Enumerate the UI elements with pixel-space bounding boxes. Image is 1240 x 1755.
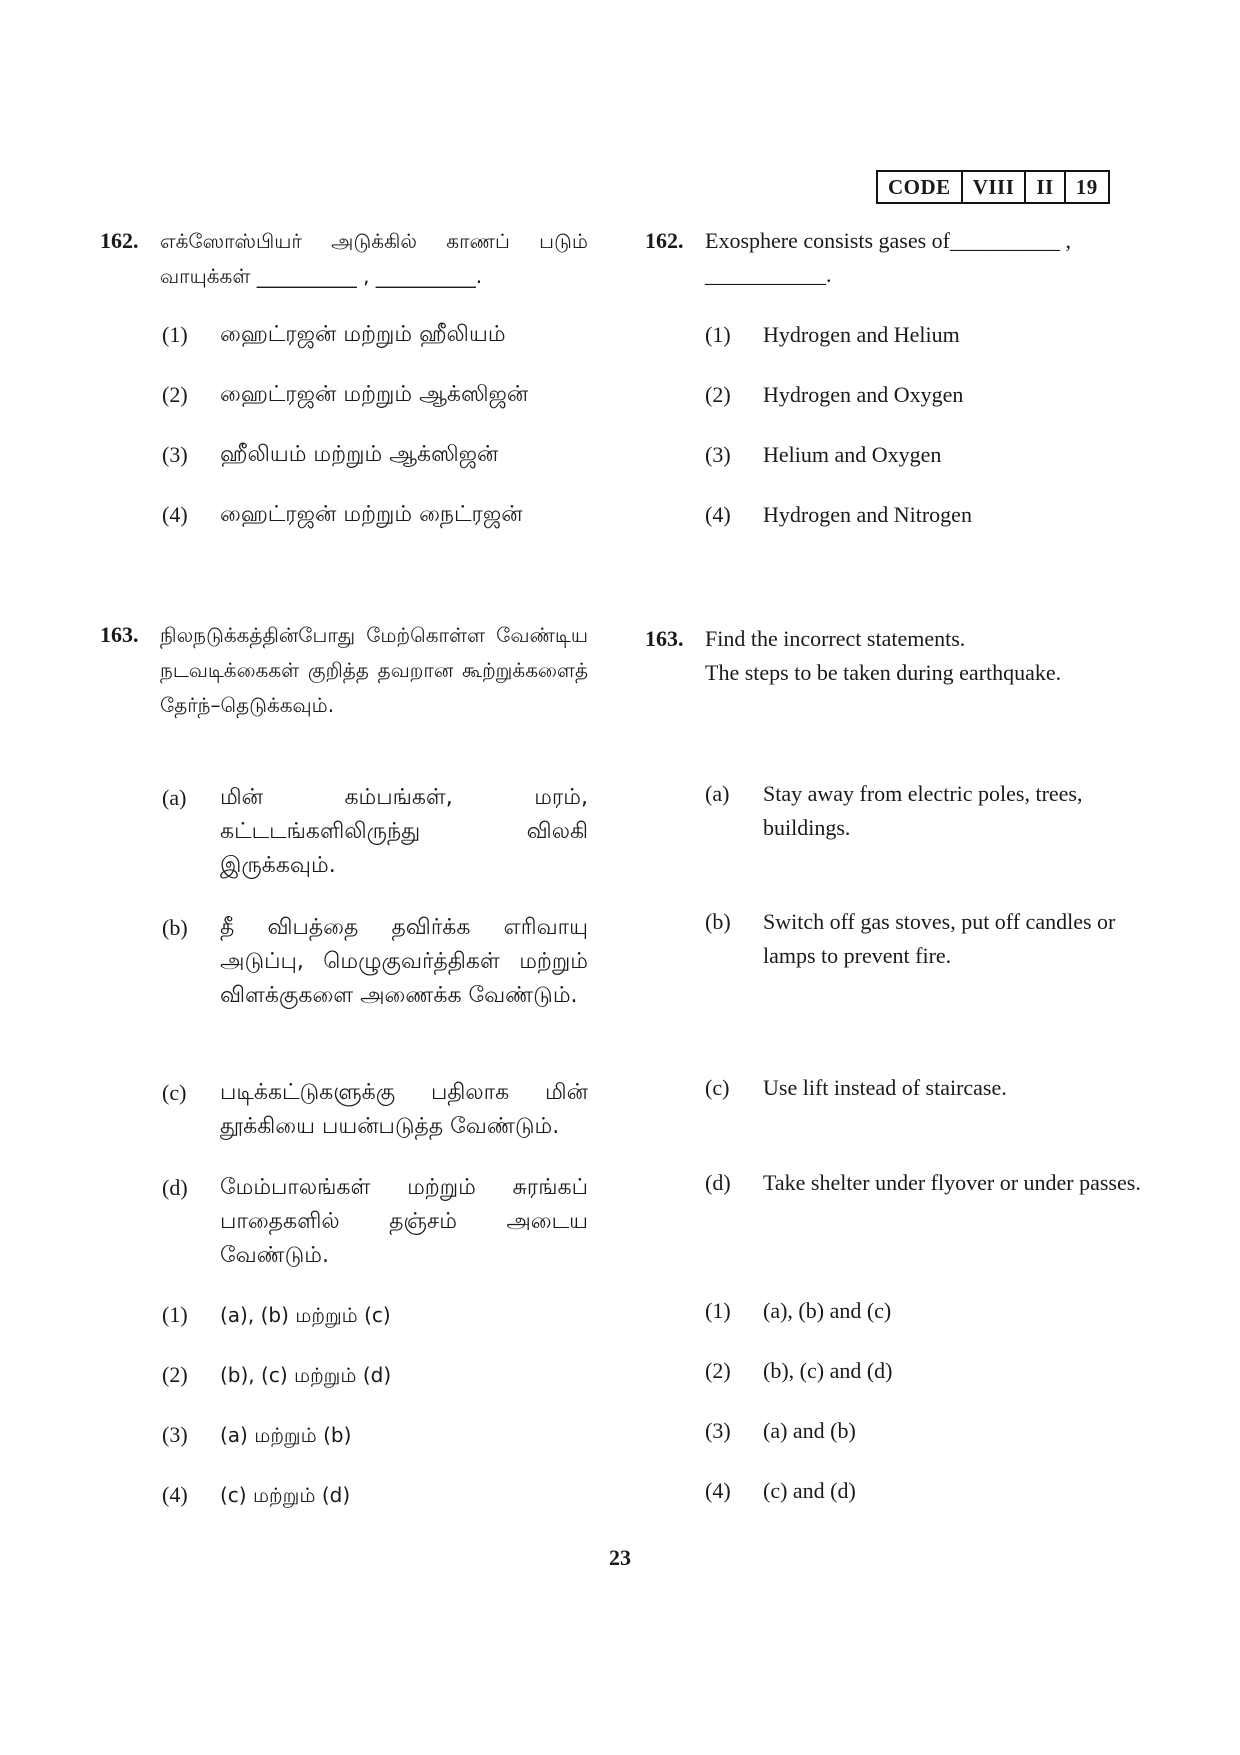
q163-tamil-option-1-text: (a), (b) மற்றும் (c) — [220, 1303, 391, 1327]
q163-tamil-option-4 — [220, 1478, 350, 1513]
q163-english-statement-b: Switch off gas stoves, put off candles or lamps to prevent fire. — [763, 909, 1116, 968]
q163-tamil-statement-a-label: (a) — [162, 785, 187, 810]
q163-english-option-3: (a) and (b) — [763, 1418, 856, 1443]
q163-tamil-option-4-num: (4) — [162, 1482, 188, 1507]
q162-english-option-3-num: (3) — [705, 442, 731, 467]
q162-question-tamil: எக்ஸோஸ்பியர் அடுக்கில் காணப் படும் வாயுக்கள் __________ , __________. — [160, 229, 588, 288]
q163-question-english-line1: Find the incorrect statements. — [705, 626, 966, 651]
q162-english-option-2: Hydrogen and Oxygen — [763, 382, 964, 407]
q163-tamil-option-2-text: (b), (c) மற்றும் (d) — [220, 1363, 392, 1387]
q162-tamil-option-2: ஹைட்ரஜன் மற்றும் ஆக்ஸிஜன் — [220, 382, 529, 407]
q163-english-option-2-num: (2) — [705, 1358, 731, 1383]
code-label: CODE — [878, 172, 963, 202]
q162-tamil-option-4-num: (4) — [162, 502, 188, 527]
q162-english-option-4-num: (4) — [705, 502, 731, 527]
q163-number-tamil: 163. — [100, 622, 139, 647]
q163-tamil-option-3-num: (3) — [162, 1422, 188, 1447]
q163-english-statement-a-label: (a) — [705, 781, 730, 806]
code-number: 19 — [1075, 175, 1098, 199]
q162-tamil-option-1-num: (1) — [162, 322, 188, 347]
q163-english-statement-d: Take shelter under flyover or under passes. — [763, 1170, 1141, 1195]
q163-tamil-option-2 — [220, 1358, 391, 1393]
q163-tamil-statement-b: தீ விபத்தை தவிர்க்க எரிவாயு அடுப்பு, மெழுகுவர்த்திகள் மற்றும் விளக்குகளை அணைக்க வேண்டும். — [220, 915, 588, 1008]
q163-english-option-3-num: (3) — [705, 1418, 731, 1443]
q163-tamil-option-1-num: (1) — [162, 1302, 188, 1327]
code-class: VIII — [963, 172, 1027, 202]
code-box — [876, 170, 1110, 204]
q162-number-english: 162. — [645, 228, 684, 253]
q163-english-statement-b-label: (b) — [705, 909, 731, 934]
q162-question-english-line1: Exosphere consists gases of__________ , — [705, 228, 1072, 253]
q163-english-option-2: (b), (c) and (d) — [763, 1358, 893, 1383]
q163-tamil-option-4-text: (c) மற்றும் (d) — [220, 1483, 351, 1507]
q163-number-english: 163. — [645, 626, 684, 651]
q163-tamil-option-3-text: (a) மற்றும் (b) — [220, 1423, 352, 1447]
q163-english-option-4: (c) and (d) — [763, 1478, 856, 1503]
q162-english-option-2-num: (2) — [705, 382, 731, 407]
q163-tamil-option-3 — [220, 1418, 351, 1453]
page-number: 23 — [609, 1545, 631, 1570]
q163-english-statement-a: Stay away from electric poles, trees, buildings. — [763, 781, 1083, 840]
q163-english-statement-d-label: (d) — [705, 1170, 731, 1195]
q163-tamil-option-1 — [220, 1298, 391, 1333]
q163-tamil-statement-d: மேம்பாலங்கள் மற்றும் சுரங்கப் பாதைகளில் தஞ்சம் அடைய வேண்டும். — [220, 1175, 588, 1268]
q162-english-option-4: Hydrogen and Nitrogen — [763, 502, 972, 527]
q163-tamil-statement-d-label: (d) — [162, 1175, 188, 1200]
q162-english-option-3: Helium and Oxygen — [763, 442, 942, 467]
q163-tamil-option-2-num: (2) — [162, 1362, 188, 1387]
code-part: II — [1026, 172, 1065, 202]
q162-tamil-option-3-num: (3) — [162, 442, 188, 467]
q162-question-english-line2: ___________. — [705, 262, 832, 287]
q163-question-tamil: நிலநடுக்கத்தின்போது மேற்கொள்ள வேண்டிய நடவடிக்கைகள் குறித்த தவறான கூற்றுக்களைத் தேர்ந்–தெடுக்கவும். — [160, 623, 588, 717]
q163-english-statement-c-label: (c) — [705, 1075, 730, 1100]
q163-tamil-statement-c-label: (c) — [162, 1080, 187, 1105]
q163-question-english-line2: The steps to be taken during earthquake. — [705, 660, 1062, 685]
q163-tamil-statement-c: படிக்கட்டுகளுக்கு பதிலாக மின் தூக்கியை பயன்படுத்த வேண்டும். — [220, 1080, 588, 1139]
q162-tamil-option-4: ஹைட்ரஜன் மற்றும் நைட்ரஜன் — [220, 502, 523, 527]
q163-tamil-statement-b-label: (b) — [162, 915, 188, 940]
q163-english-statement-c: Use lift instead of staircase. — [763, 1075, 1007, 1100]
q163-english-option-1: (a), (b) and (c) — [763, 1298, 892, 1323]
q163-tamil-statement-a: மின் கம்பங்கள், மரம், கட்டடங்களிலிருந்து விலகி இருக்கவும். — [220, 785, 588, 878]
q162-tamil-option-1: ஹைட்ரஜன் மற்றும் ஹீலியம் — [220, 322, 506, 347]
q162-tamil-option-2-num: (2) — [162, 382, 188, 407]
q162-english-option-1: Hydrogen and Helium — [763, 322, 960, 347]
q162-tamil-option-3: ஹீலியம் மற்றும் ஆக்ஸிஜன் — [220, 442, 499, 467]
q163-english-option-4-num: (4) — [705, 1478, 731, 1503]
q162-english-option-1-num: (1) — [705, 322, 731, 347]
q162-number-tamil: 162. — [100, 228, 139, 253]
q163-english-option-1-num: (1) — [705, 1298, 731, 1323]
